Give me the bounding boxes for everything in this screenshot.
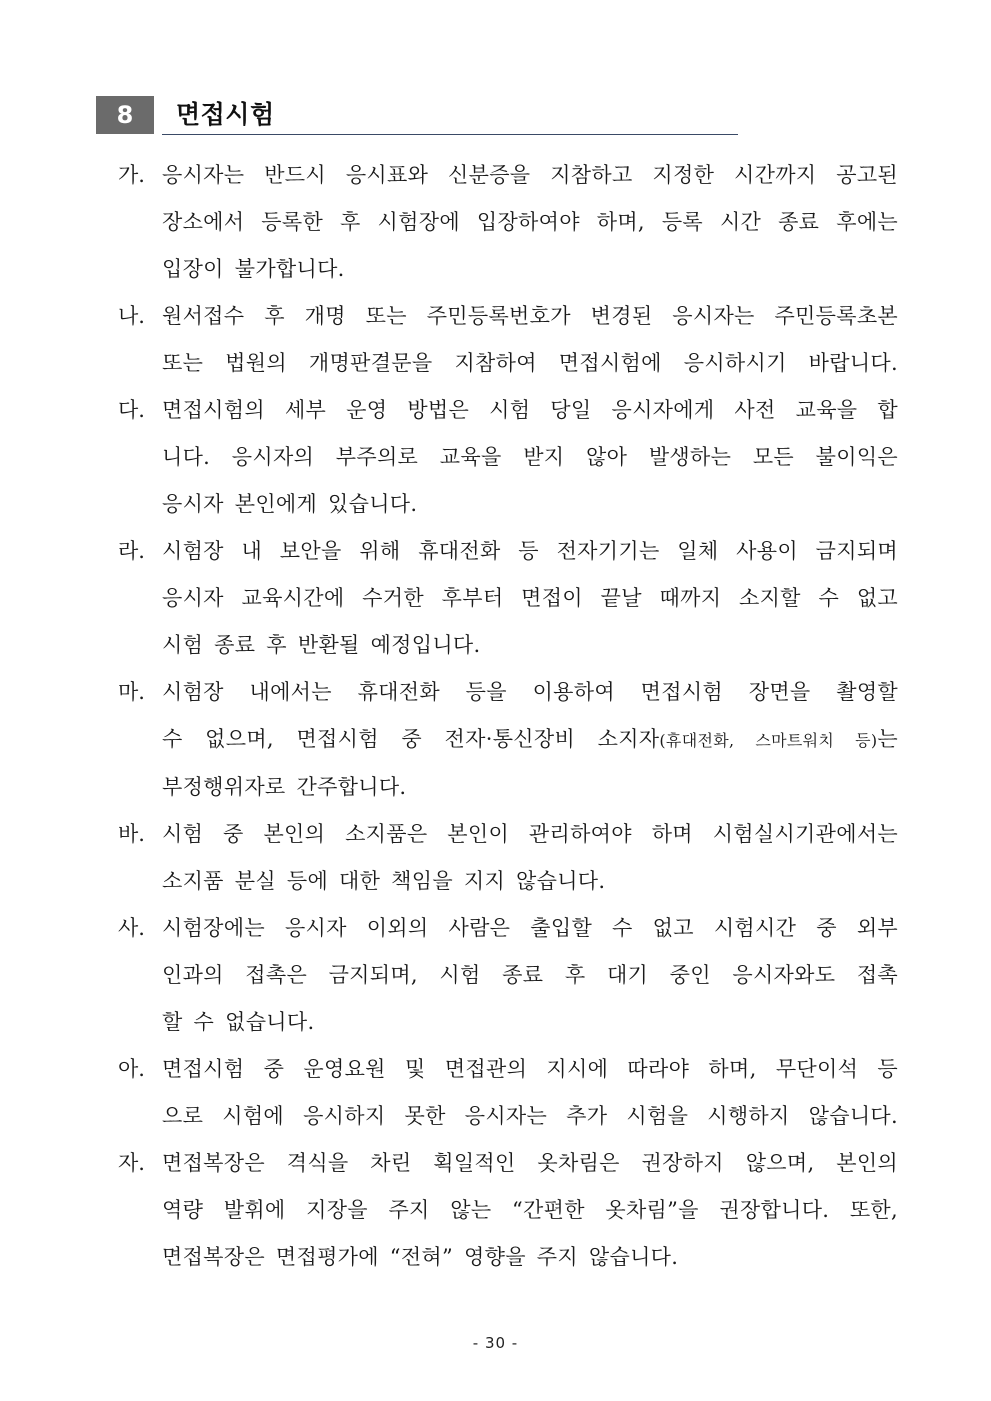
item-line: 니다. 응시자의 부주의로 교육을 받지 않아 발생하는 모든 불이익은 (162, 445, 898, 469)
list-item-ra (118, 528, 898, 669)
item-line: 인과의 접촉은 금지되며, 시험 종료 후 대기 중인 응시자와도 접촉 (162, 963, 898, 987)
item-line: 응시자는 반드시 응시표와 신분증을 지참하고 지정한 시간까지 공고된 (162, 163, 898, 187)
notice-list (118, 152, 898, 1281)
item-body (162, 528, 898, 669)
item-line-note: (휴대전화, 스마트워치 등) (659, 731, 878, 750)
list-item-ga (118, 152, 898, 293)
section-number-badge: 8 (96, 96, 154, 134)
item-line: 역량 발휘에 지장을 주지 않는 “간편한 옷차림”을 권장합니다. 또한, (162, 1198, 898, 1222)
section-title: 면접시험 (176, 100, 275, 129)
item-line: 시험장 내에서는 휴대전화 등을 이용하여 면접시험 장면을 촬영할 (162, 680, 898, 704)
list-item-ma (118, 669, 898, 811)
item-line: 원서접수 후 개명 또는 주민등록번호가 변경된 응시자는 주민등록초본 (162, 304, 898, 328)
item-line: 면접복장은 격식을 차린 획일적인 옷차림은 권장하지 않으며, 본인의 (162, 1151, 898, 1175)
item-body (162, 811, 898, 905)
item-marker: 다. (118, 398, 145, 422)
item-line-main: 수 없으며, 면접시험 중 전자·통신장비 소지자 (162, 727, 660, 751)
item-line: 시험 중 본인의 소지품은 본인이 관리하여야 하며 시험실시기관에서는 (162, 822, 898, 846)
item-body (162, 1046, 898, 1140)
list-item-da (118, 387, 898, 528)
page-number: - 30 - (472, 1334, 519, 1352)
item-body (162, 293, 898, 387)
item-line: 면접시험의 세부 운영 방법은 시험 당일 응시자에게 사전 교육을 합 (162, 398, 898, 422)
item-line-with-note (162, 716, 898, 764)
item-line: 소지품 분실 등에 대한 책임을 지지 않습니다. (162, 869, 606, 893)
item-line: 입장이 불가합니다. (162, 257, 345, 281)
item-line: 부정행위자로 간주합니다. (162, 775, 407, 799)
item-line: 응시자 교육시간에 수거한 후부터 면접이 끝날 때까지 소지할 수 없고 (162, 586, 898, 610)
item-body (162, 905, 898, 1046)
item-body (162, 669, 898, 811)
list-item-na (118, 293, 898, 387)
item-line: 또는 법원의 개명판결문을 지참하여 면접시험에 응시하시기 바랍니다. (162, 351, 898, 375)
item-marker: 라. (118, 539, 145, 563)
section-header (96, 96, 738, 136)
list-item-ja (118, 1140, 898, 1281)
item-line: 시험장 내 보안을 위해 휴대전화 등 전자기기는 일체 사용이 금지되며 (162, 539, 898, 563)
item-marker: 아. (118, 1057, 145, 1081)
item-line: 시험 종료 후 반환될 예정입니다. (162, 633, 481, 657)
item-marker: 마. (118, 680, 145, 704)
list-item-sa (118, 905, 898, 1046)
item-marker: 가. (118, 163, 145, 187)
item-line: 시험장에는 응시자 이외의 사람은 출입할 수 없고 시험시간 중 외부 (162, 916, 898, 940)
item-line-tail: 는 (877, 727, 898, 751)
item-body (162, 152, 898, 293)
item-line: 할 수 없습니다. (162, 1010, 315, 1034)
item-line: 으로 시험에 응시하지 못한 응시자는 추가 시험을 시행하지 않습니다. (162, 1104, 898, 1128)
list-item-a (118, 1046, 898, 1140)
item-body (162, 1140, 898, 1281)
section-underline (162, 134, 738, 135)
item-line: 장소에서 등록한 후 시험장에 입장하여야 하며, 등록 시간 종료 후에는 (162, 210, 898, 234)
item-line: 면접복장은 면접평가에 “전혀” 영향을 주지 않습니다. (162, 1245, 679, 1269)
item-body (162, 387, 898, 528)
item-marker: 자. (118, 1151, 145, 1175)
item-marker: 사. (118, 916, 145, 940)
list-item-ba (118, 811, 898, 905)
item-line: 응시자 본인에게 있습니다. (162, 492, 418, 516)
item-marker: 나. (118, 304, 145, 328)
item-marker: 바. (118, 822, 145, 846)
item-line: 면접시험 중 운영요원 및 면접관의 지시에 따라야 하며, 무단이석 등 (162, 1057, 898, 1081)
